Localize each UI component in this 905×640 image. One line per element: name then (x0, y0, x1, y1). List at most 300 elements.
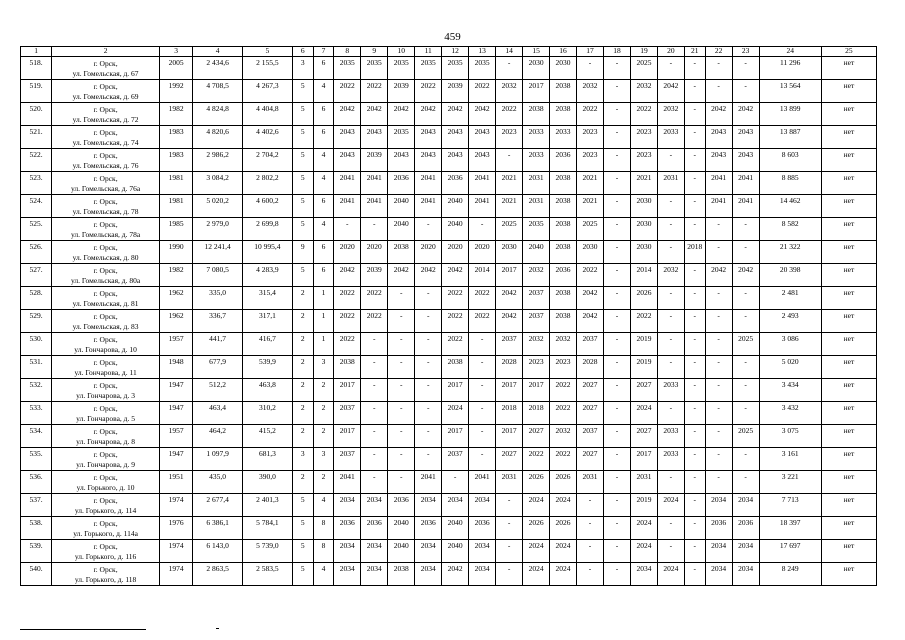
value-cell: - (388, 425, 415, 448)
column-number-header: 21 (684, 47, 705, 57)
value-cell: 2043 (469, 126, 496, 149)
value-cell: - (657, 517, 684, 540)
value-cell: 1981 (160, 172, 193, 195)
value-cell: - (705, 57, 732, 80)
address-street: ул. Гончарова, д. 10 (74, 345, 137, 354)
value-cell: - (604, 448, 631, 471)
table-row (21, 563, 877, 586)
value-cell: 2034 (361, 563, 388, 586)
value-cell: 6 (313, 195, 334, 218)
value-cell: 2022 (334, 287, 361, 310)
address-street: ул. Гомельская, д. 78 (72, 207, 139, 216)
value-cell: 6 386,1 (193, 517, 243, 540)
value-cell: - (577, 563, 604, 586)
value-cell: 2032 (630, 80, 657, 103)
value-cell: - (388, 402, 415, 425)
row-number-cell: 518. (21, 57, 52, 80)
value-cell: 2 (292, 471, 313, 494)
value-cell: - (604, 80, 631, 103)
address-street: ул. Гончарова, д. 5 (76, 414, 135, 423)
value-cell: - (657, 195, 684, 218)
value-cell: 2021 (496, 195, 523, 218)
value-cell: 4 (313, 80, 334, 103)
value-cell: - (657, 471, 684, 494)
value-cell: 2017 (523, 379, 550, 402)
value-cell: 2034 (705, 494, 732, 517)
value-cell: - (604, 471, 631, 494)
value-cell: - (705, 379, 732, 402)
value-cell: 2023 (496, 126, 523, 149)
value-cell: 2039 (442, 80, 469, 103)
value-cell: 5 020 (759, 356, 821, 379)
address-city: г. Орск, (93, 473, 118, 482)
address-street: ул. Гомельская, д. 81 (72, 299, 139, 308)
value-cell: - (657, 356, 684, 379)
value-cell: 2 (313, 402, 334, 425)
address-city: г. Орск, (93, 266, 118, 275)
value-cell: 2042 (577, 287, 604, 310)
address-cell (52, 471, 160, 494)
value-cell: - (732, 471, 759, 494)
address-street: ул. Гомельская, д. 76а (70, 184, 141, 193)
value-cell: 2030 (523, 57, 550, 80)
row-number-cell: 520. (21, 103, 52, 126)
value-cell: 13 887 (759, 126, 821, 149)
status-cell: нет (821, 494, 876, 517)
value-cell: 2034 (705, 540, 732, 563)
value-cell: 2022 (550, 448, 577, 471)
value-cell: 2043 (732, 149, 759, 172)
value-cell: 8 603 (759, 149, 821, 172)
table-row (21, 448, 877, 471)
value-cell: 2036 (550, 264, 577, 287)
value-cell: 2038 (550, 80, 577, 103)
value-cell: 2023 (550, 356, 577, 379)
value-cell: 2 (313, 471, 334, 494)
value-cell: 2034 (469, 494, 496, 517)
value-cell: 2023 (630, 149, 657, 172)
value-cell: - (684, 540, 705, 563)
address-cell (52, 218, 160, 241)
value-cell: 2042 (657, 80, 684, 103)
address-cell (52, 402, 160, 425)
value-cell: 2 (292, 310, 313, 333)
address-city: г. Орск, (93, 404, 118, 413)
value-cell: - (361, 471, 388, 494)
value-cell: 2034 (361, 494, 388, 517)
value-cell: 2020 (361, 241, 388, 264)
value-cell: 2041 (469, 471, 496, 494)
value-cell: 2032 (550, 333, 577, 356)
column-number-header: 14 (496, 47, 523, 57)
address-cell (52, 517, 160, 540)
value-cell: 2019 (630, 356, 657, 379)
row-number-cell: 533. (21, 402, 52, 425)
address-city: г. Орск, (93, 174, 118, 183)
value-cell: 2024 (550, 563, 577, 586)
value-cell: - (604, 57, 631, 80)
column-number-header: 4 (193, 47, 243, 57)
value-cell: 2014 (630, 264, 657, 287)
table-row (21, 103, 877, 126)
column-number-header: 1 (21, 47, 52, 57)
row-number-cell: 531. (21, 356, 52, 379)
row-number-cell: 521. (21, 126, 52, 149)
value-cell: 2033 (523, 126, 550, 149)
value-cell: 441,7 (193, 333, 243, 356)
value-cell: 2042 (334, 103, 361, 126)
value-cell: 5 (292, 264, 313, 287)
page-number: 459 (444, 31, 461, 43)
value-cell: - (705, 333, 732, 356)
row-number-cell: 537. (21, 494, 52, 517)
value-cell: 2034 (469, 563, 496, 586)
value-cell: - (705, 218, 732, 241)
value-cell: 2017 (442, 425, 469, 448)
value-cell: 1974 (160, 563, 193, 586)
value-cell: 13 564 (759, 80, 821, 103)
value-cell: 2042 (442, 103, 469, 126)
value-cell: 2038 (334, 356, 361, 379)
status-cell: нет (821, 218, 876, 241)
value-cell: 2034 (469, 540, 496, 563)
value-cell: 1 (313, 333, 334, 356)
value-cell: - (604, 195, 631, 218)
column-number-header: 6 (292, 47, 313, 57)
value-cell: 2024 (630, 402, 657, 425)
value-cell: 1983 (160, 149, 193, 172)
column-number-header: 24 (759, 47, 821, 57)
value-cell: - (361, 425, 388, 448)
address-city: г. Орск, (93, 381, 118, 390)
value-cell: 2 699,8 (243, 218, 293, 241)
value-cell: 2043 (442, 149, 469, 172)
value-cell: - (604, 540, 631, 563)
value-cell: 6 (313, 241, 334, 264)
address-street: ул. Гомельская, д. 83 (72, 322, 139, 331)
column-number-header: 19 (630, 47, 657, 57)
value-cell: - (604, 356, 631, 379)
address-cell (52, 333, 160, 356)
value-cell: - (577, 517, 604, 540)
value-cell: 2042 (496, 287, 523, 310)
table-row (21, 172, 877, 195)
value-cell: 2039 (361, 149, 388, 172)
column-number-header: 2 (52, 47, 160, 57)
row-number-cell: 528. (21, 287, 52, 310)
table-row (21, 218, 877, 241)
row-number-cell: 529. (21, 310, 52, 333)
value-cell: - (705, 425, 732, 448)
value-cell: 5 (292, 218, 313, 241)
value-cell: - (684, 310, 705, 333)
table-row (21, 241, 877, 264)
value-cell: - (732, 57, 759, 80)
value-cell: 2031 (657, 172, 684, 195)
value-cell: 5 (292, 195, 313, 218)
value-cell: - (415, 448, 442, 471)
value-cell: 539,9 (243, 356, 293, 379)
value-cell: 2022 (361, 287, 388, 310)
row-number-cell: 538. (21, 517, 52, 540)
value-cell: 2 (292, 402, 313, 425)
value-cell: 2042 (415, 103, 442, 126)
column-number-header: 3 (160, 47, 193, 57)
value-cell: 2033 (523, 149, 550, 172)
value-cell: 2 986,2 (193, 149, 243, 172)
row-number-cell: 525. (21, 218, 52, 241)
value-cell: 2041 (361, 195, 388, 218)
value-cell: 2037 (334, 402, 361, 425)
address-cell (52, 241, 160, 264)
value-cell: 2031 (577, 471, 604, 494)
address-cell (52, 149, 160, 172)
value-cell: 2042 (334, 264, 361, 287)
value-cell: 5 (292, 563, 313, 586)
status-cell: нет (821, 264, 876, 287)
address-street: ул. Горького, д. 118 (74, 575, 137, 584)
value-cell: 2025 (732, 425, 759, 448)
value-cell: 11 296 (759, 57, 821, 80)
value-cell: 2017 (523, 80, 550, 103)
value-cell: 2021 (577, 195, 604, 218)
column-number-row (21, 47, 877, 57)
value-cell: - (604, 172, 631, 195)
address-street: ул. Горького, д. 10 (76, 483, 135, 492)
address-street: ул. Гомельская, д. 74 (72, 138, 139, 147)
value-cell: - (388, 471, 415, 494)
value-cell: 2043 (334, 126, 361, 149)
value-cell: - (684, 356, 705, 379)
value-cell: 2042 (388, 103, 415, 126)
table-row (21, 57, 877, 80)
address-city: г. Орск, (93, 128, 118, 137)
value-cell: 2018 (496, 402, 523, 425)
value-cell: 2036 (469, 517, 496, 540)
value-cell: 2035 (523, 218, 550, 241)
footnote-mark (216, 628, 219, 629)
address-cell (52, 172, 160, 195)
value-cell: 2035 (415, 57, 442, 80)
address-city: г. Орск, (93, 220, 118, 229)
value-cell: 2034 (361, 540, 388, 563)
table-row (21, 80, 877, 103)
value-cell: 2022 (334, 333, 361, 356)
value-cell: 2043 (415, 126, 442, 149)
status-cell: нет (821, 517, 876, 540)
value-cell: 1983 (160, 126, 193, 149)
value-cell: 4 (313, 149, 334, 172)
value-cell: 2025 (630, 57, 657, 80)
value-cell: 21 322 (759, 241, 821, 264)
value-cell: 2042 (732, 264, 759, 287)
address-city: г. Орск, (93, 59, 118, 68)
value-cell: 2 (313, 425, 334, 448)
value-cell: 8 249 (759, 563, 821, 586)
value-cell: - (732, 310, 759, 333)
address-city: г. Орск, (93, 105, 118, 114)
value-cell: 681,3 (243, 448, 293, 471)
value-cell: 2028 (577, 356, 604, 379)
table-row (21, 264, 877, 287)
row-number-cell: 536. (21, 471, 52, 494)
value-cell: 4 (313, 563, 334, 586)
value-cell: - (604, 310, 631, 333)
value-cell: 5 (292, 494, 313, 517)
table-row (21, 379, 877, 402)
row-number-cell: 522. (21, 149, 52, 172)
value-cell: 2017 (496, 379, 523, 402)
table-row (21, 287, 877, 310)
value-cell: - (657, 149, 684, 172)
value-cell: 2035 (469, 57, 496, 80)
address-street: ул. Горького, д. 114а (73, 529, 138, 538)
value-cell: 335,0 (193, 287, 243, 310)
value-cell: 2032 (550, 425, 577, 448)
value-cell: - (684, 218, 705, 241)
value-cell: - (657, 333, 684, 356)
value-cell: - (705, 287, 732, 310)
value-cell: 2043 (705, 149, 732, 172)
value-cell: 2034 (442, 494, 469, 517)
value-cell: 3 086 (759, 333, 821, 356)
address-cell (52, 494, 160, 517)
value-cell: 2034 (415, 563, 442, 586)
value-cell: 2024 (630, 540, 657, 563)
value-cell: 2040 (388, 195, 415, 218)
value-cell: 2 863,5 (193, 563, 243, 586)
row-number-cell: 539. (21, 540, 52, 563)
value-cell: 2037 (334, 448, 361, 471)
row-number-cell: 526. (21, 241, 52, 264)
value-cell: - (388, 448, 415, 471)
value-cell: - (577, 494, 604, 517)
column-number-header: 23 (732, 47, 759, 57)
value-cell: 2019 (630, 333, 657, 356)
value-cell: 2 677,4 (193, 494, 243, 517)
value-cell: 2040 (388, 540, 415, 563)
status-cell: нет (821, 563, 876, 586)
value-cell: - (684, 494, 705, 517)
table-row (21, 402, 877, 425)
value-cell: 2 481 (759, 287, 821, 310)
value-cell: 2022 (361, 80, 388, 103)
address-city: г. Орск, (93, 450, 118, 459)
value-cell: 2 434,6 (193, 57, 243, 80)
value-cell: - (415, 402, 442, 425)
value-cell: 2040 (388, 218, 415, 241)
status-cell: нет (821, 425, 876, 448)
status-cell: нет (821, 149, 876, 172)
value-cell: 2033 (657, 379, 684, 402)
value-cell: 2017 (496, 425, 523, 448)
table-row (21, 494, 877, 517)
value-cell: 2022 (550, 402, 577, 425)
value-cell: 2005 (160, 57, 193, 80)
value-cell: 2022 (415, 80, 442, 103)
value-cell: 3 084,2 (193, 172, 243, 195)
value-cell: 1985 (160, 218, 193, 241)
value-cell: - (684, 172, 705, 195)
status-cell: нет (821, 287, 876, 310)
value-cell: 8 (313, 517, 334, 540)
address-city: г. Орск, (93, 289, 118, 298)
value-cell: 435,0 (193, 471, 243, 494)
value-cell: 464,2 (193, 425, 243, 448)
address-street: ул. Гомельская, д. 78а (70, 230, 141, 239)
row-number-cell: 532. (21, 379, 52, 402)
value-cell: 2041 (469, 172, 496, 195)
value-cell: - (684, 287, 705, 310)
value-cell: 2024 (630, 517, 657, 540)
value-cell: 3 434 (759, 379, 821, 402)
value-cell: - (705, 310, 732, 333)
status-cell: нет (821, 57, 876, 80)
value-cell: 1981 (160, 195, 193, 218)
status-cell: нет (821, 241, 876, 264)
value-cell: 2038 (550, 103, 577, 126)
table-row (21, 126, 877, 149)
value-cell: - (496, 563, 523, 586)
value-cell: 2034 (334, 563, 361, 586)
value-cell: 2043 (334, 149, 361, 172)
row-number-cell: 523. (21, 172, 52, 195)
value-cell: 2030 (630, 241, 657, 264)
address-cell (52, 448, 160, 471)
value-cell: 3 (292, 57, 313, 80)
value-cell: 4 267,3 (243, 80, 293, 103)
value-cell: 3 (292, 448, 313, 471)
table-row (21, 540, 877, 563)
housing-register-table (20, 46, 877, 586)
value-cell: 2042 (442, 563, 469, 586)
value-cell: 2042 (415, 264, 442, 287)
value-cell: 2034 (415, 494, 442, 517)
value-cell: 2021 (630, 172, 657, 195)
value-cell: 6 (313, 126, 334, 149)
row-number-cell: 535. (21, 448, 52, 471)
value-cell: - (469, 379, 496, 402)
value-cell: 1 (313, 287, 334, 310)
value-cell: - (415, 379, 442, 402)
value-cell: 2034 (415, 540, 442, 563)
value-cell: - (684, 379, 705, 402)
value-cell: - (657, 402, 684, 425)
column-number-header: 7 (313, 47, 334, 57)
value-cell: 2031 (630, 471, 657, 494)
value-cell: 9 (292, 241, 313, 264)
value-cell: 2021 (577, 172, 604, 195)
value-cell: 2 155,5 (243, 57, 293, 80)
value-cell: - (705, 241, 732, 264)
value-cell: 2038 (550, 310, 577, 333)
value-cell: - (705, 80, 732, 103)
value-cell: 2022 (496, 103, 523, 126)
value-cell: 512,2 (193, 379, 243, 402)
value-cell: 4 708,5 (193, 80, 243, 103)
address-city: г. Орск, (93, 427, 118, 436)
value-cell: 5 (292, 517, 313, 540)
value-cell: - (415, 218, 442, 241)
address-street: ул. Гончарова, д. 9 (76, 460, 135, 469)
value-cell: 2030 (630, 195, 657, 218)
column-number-header: 9 (361, 47, 388, 57)
value-cell: - (705, 402, 732, 425)
value-cell: 2027 (577, 402, 604, 425)
value-cell: 2036 (388, 172, 415, 195)
table-row (21, 471, 877, 494)
value-cell: - (469, 448, 496, 471)
